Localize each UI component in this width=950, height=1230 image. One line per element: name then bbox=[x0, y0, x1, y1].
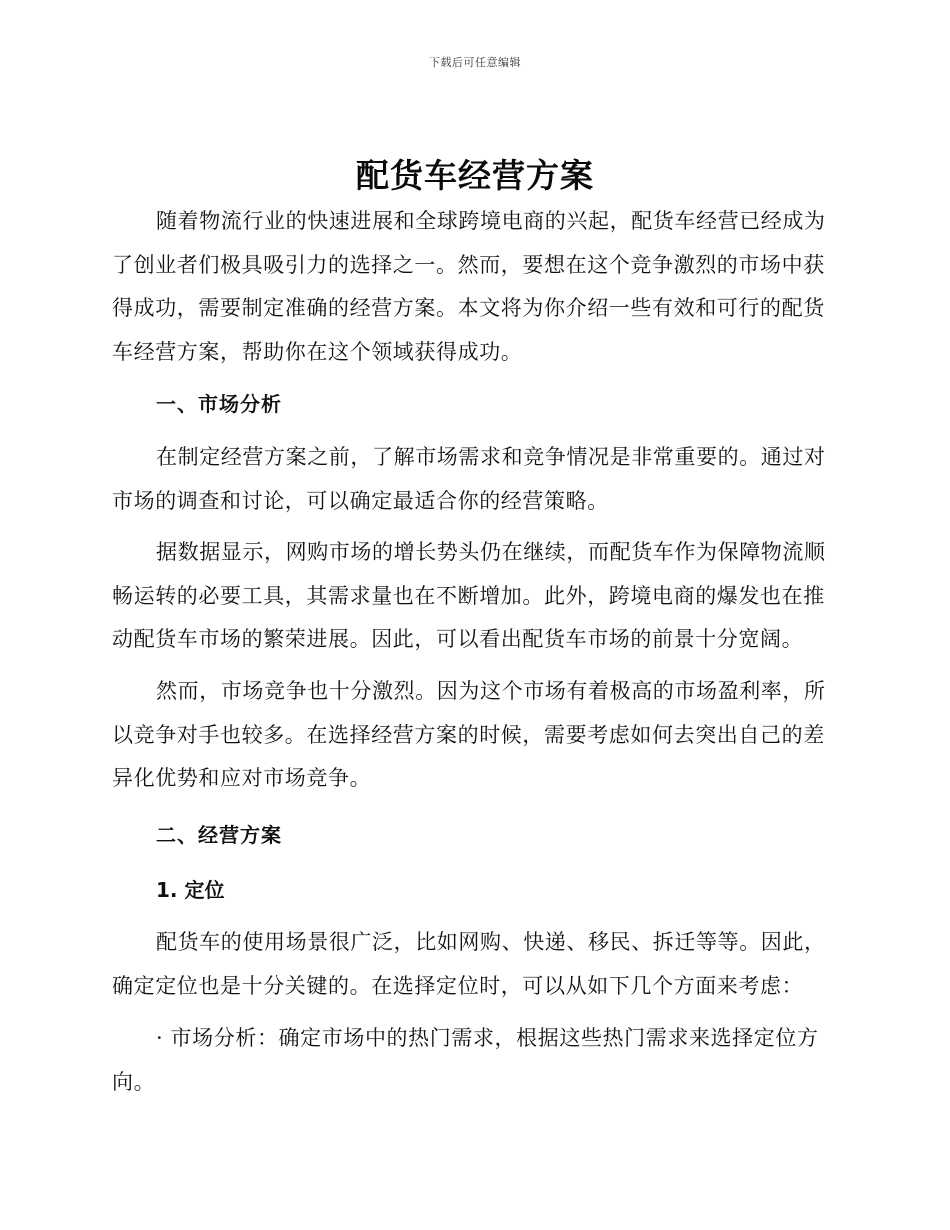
section-heading-business-plan: 二、经营方案 bbox=[156, 823, 282, 847]
intro-paragraph: 随着物流行业的快速进展和全球跨境电商的兴起，配货车经营已经成为了创业者们极具吸引力的选择之一。然而，要想在这个竞争激烈的市场中获得成功，需要制定准确的经营方案。本文将为你介绍一些有效和可行的配货车经营方案，帮助你在这个领域获得成功。 bbox=[112, 209, 826, 364]
market-paragraph-2: 据数据显示，网购市场的增长势头仍在继续，而配货车作为保障物流顺畅运转的必要工具，其需求量也在不断增加。此外，跨境电商的爆发也在推动配货车市场的繁荣进展。因此，可以看出配货车市场的前景十分宽阔。 bbox=[112, 540, 826, 651]
subheading-positioning: 1. 定位 bbox=[156, 878, 225, 902]
market-paragraph-3: 然而，市场竞争也十分激烈。因为这个市场有着极高的市场盈利率，所以竞争对手也较多。在选择经营方案的时候，需要考虑如何去突出自己的差异化优势和应对市场竞争。 bbox=[112, 679, 826, 790]
header-note: 下载后可任意编辑 bbox=[429, 56, 521, 69]
document-title: 配货车经营方案 bbox=[356, 156, 594, 195]
bullet-market-analysis: · 市场分析：确定市场中的热门需求，根据这些热门需求来选择定位方向。 bbox=[112, 1026, 819, 1094]
section-heading-market-analysis: 一、市场分析 bbox=[156, 392, 282, 416]
market-paragraph-1: 在制定经营方案之前，了解市场需求和竞争情况是非常重要的。通过对市场的调查和讨论，可以确定最适合你的经营策略。 bbox=[112, 445, 826, 513]
positioning-paragraph: 配货车的使用场景很广泛，比如网购、快递、移民、拆迁等等。因此，确定定位也是十分关键的。在选择定位时，可以从如下几个方面来考虑： bbox=[112, 930, 826, 998]
